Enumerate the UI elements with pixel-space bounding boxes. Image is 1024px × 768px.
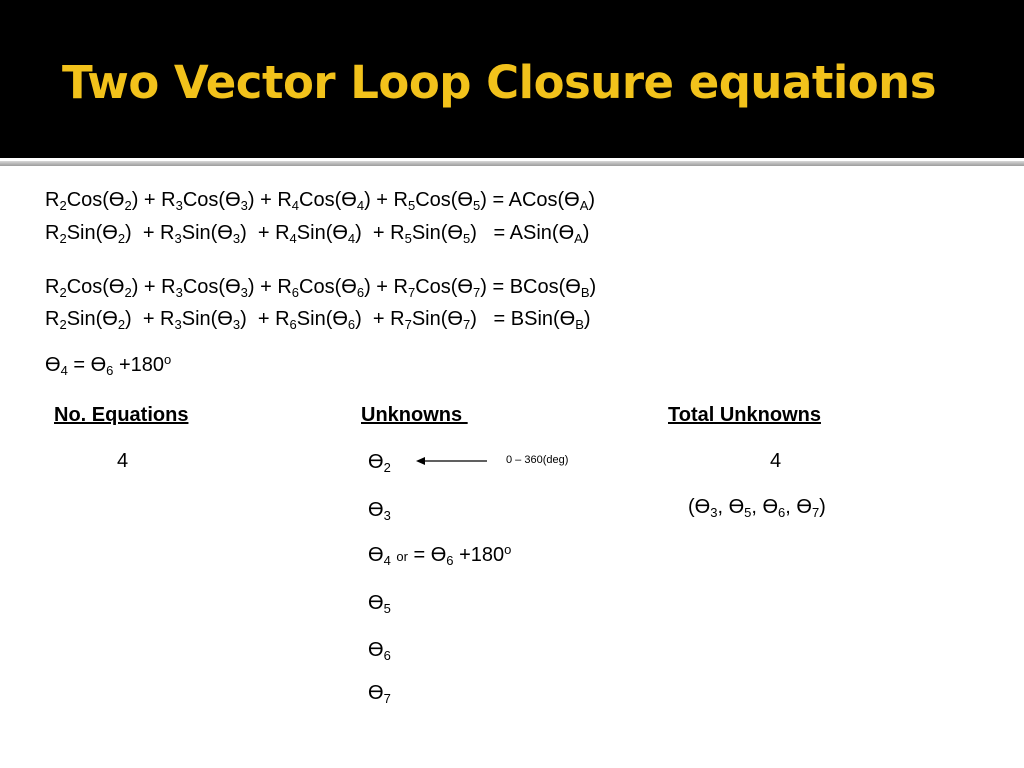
unknown-theta-6: $ϴ_6$	[368, 639, 391, 663]
equation-angle-constraint: $ϴ_4 = ϴ_6 +180^o$	[45, 352, 172, 378]
header-no-equations: No. Equations	[54, 404, 189, 426]
num-equations-value: 4	[117, 450, 129, 472]
total-unknowns-list: ($ϴ_3$, $ϴ_5$, $ϴ_6$, $ϴ_7$)	[688, 496, 826, 520]
total-unknowns-count: 4	[770, 450, 782, 472]
unknown-theta-2: $ϴ_2$	[368, 451, 391, 475]
unknown-theta-7: $ϴ_7$	[368, 682, 391, 706]
header-unknowns: Unknowns	[361, 404, 468, 426]
header-total-unknowns: Total Unknowns	[668, 404, 821, 426]
slide-title: Two Vector Loop Closure equations	[62, 56, 937, 109]
unknown-theta-5: $ϴ_5$	[368, 592, 391, 616]
angle-range-note: 0 – 360(deg)	[506, 454, 569, 466]
equation-loop2-cos: $R_2Cos(ϴ_2) + R_3Cos(ϴ_3) + R_6Cos(ϴ_6) + R_7Cos(ϴ_7)$ = $BCos(ϴ_B)$	[45, 276, 597, 300]
unknown-theta-4: $ϴ_4$ or = $ϴ_6 +180^o$	[368, 542, 512, 568]
equation-loop1-sin: $R_2Sin(ϴ_2) + R_3Sin(ϴ_3) + R_4Sin(ϴ_4) + R_5Sin(ϴ_5)$ = $ASin(ϴ_A)$	[45, 222, 590, 246]
equation-loop2-sin: $R_2Sin(ϴ_2) + R_3Sin(ϴ_3) + R_6Sin(ϴ_6) + R_7Sin(ϴ_7)$ = $BSin(ϴ_B)$	[45, 308, 591, 332]
equation-loop1-cos: $R_2Cos(ϴ_2) + R_3Cos(ϴ_3) + R_4Cos(ϴ_4) + R_5Cos(ϴ_5)$ = $ACos(ϴ_A)$	[45, 189, 596, 213]
title-bar	[0, 0, 1024, 158]
title-divider	[0, 161, 1024, 166]
arrow-left-icon	[416, 455, 488, 467]
unknown-theta-3: $ϴ_3$	[368, 499, 391, 523]
